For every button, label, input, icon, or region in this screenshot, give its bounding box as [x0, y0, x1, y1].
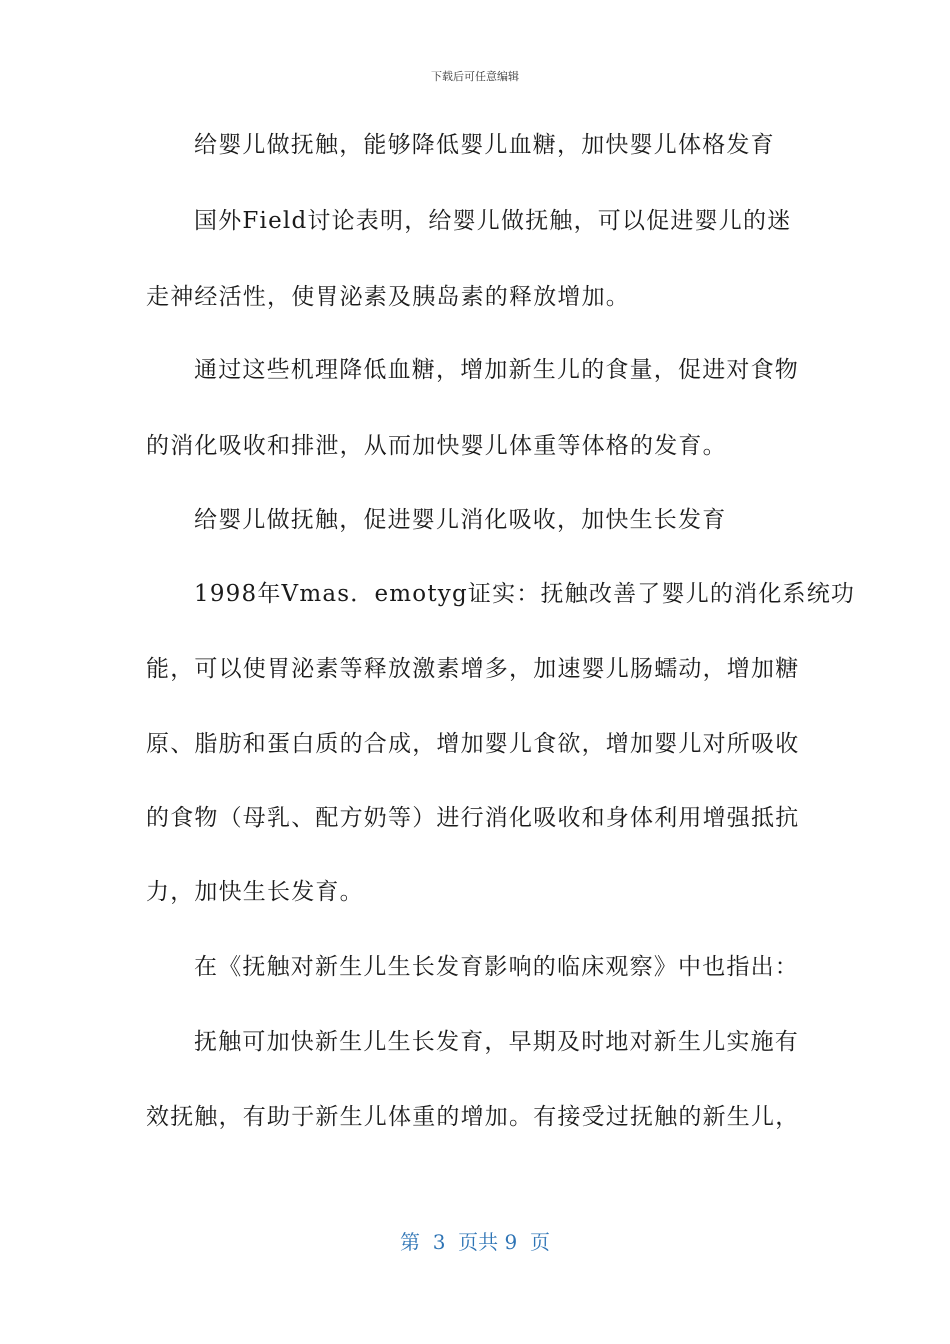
paragraph-line: 的消化吸收和排泄，从而加快婴儿体重等体格的发育。: [146, 433, 727, 459]
paragraph-heading-2: 给婴儿做抚触，促进婴儿消化吸收，加快生长发育: [194, 507, 727, 533]
paragraph-line: 能，可以使胃泌素等释放激素增多，加速婴儿肠蠕动，增加糖: [146, 656, 800, 682]
paragraph-line: 走神经活性，使胃泌素及胰岛素的释放增加。: [146, 284, 630, 310]
paragraph-line: 抚触可加快新生儿生长发育，早期及时地对新生儿实施有: [194, 1029, 799, 1055]
paragraph-line: 1998年Vmas．emotyg证实：抚触改善了婴儿的消化系统功: [194, 581, 856, 607]
paragraph-line: 力，加快生长发育。: [146, 879, 364, 905]
paragraph-line: 通过这些机理降低血糖，增加新生儿的食量，促进对食物: [194, 357, 799, 383]
paragraph-heading-1: 给婴儿做抚触，能够降低婴儿血糖，加快婴儿体格发育: [194, 132, 775, 158]
page-header: 下载后可任意编辑: [431, 70, 519, 83]
paragraph-line: 原、脂肪和蛋白质的合成，增加婴儿食欲，增加婴儿对所吸收: [146, 731, 800, 757]
paragraph-line: 的食物（母乳、配方奶等）进行消化吸收和身体利用增强抵抗: [146, 805, 800, 831]
page-number-footer: 第 3 页共 9 页: [400, 1230, 550, 1254]
paragraph-line: 国外Field讨论表明，给婴儿做抚触，可以促进婴儿的迷: [194, 208, 792, 234]
paragraph-line: 效抚触，有助于新生儿体重的增加。有接受过抚触的新生儿，: [146, 1104, 800, 1130]
paragraph-line: 在《抚触对新生儿生长发育影响的临床观察》中也指出：: [194, 954, 799, 980]
